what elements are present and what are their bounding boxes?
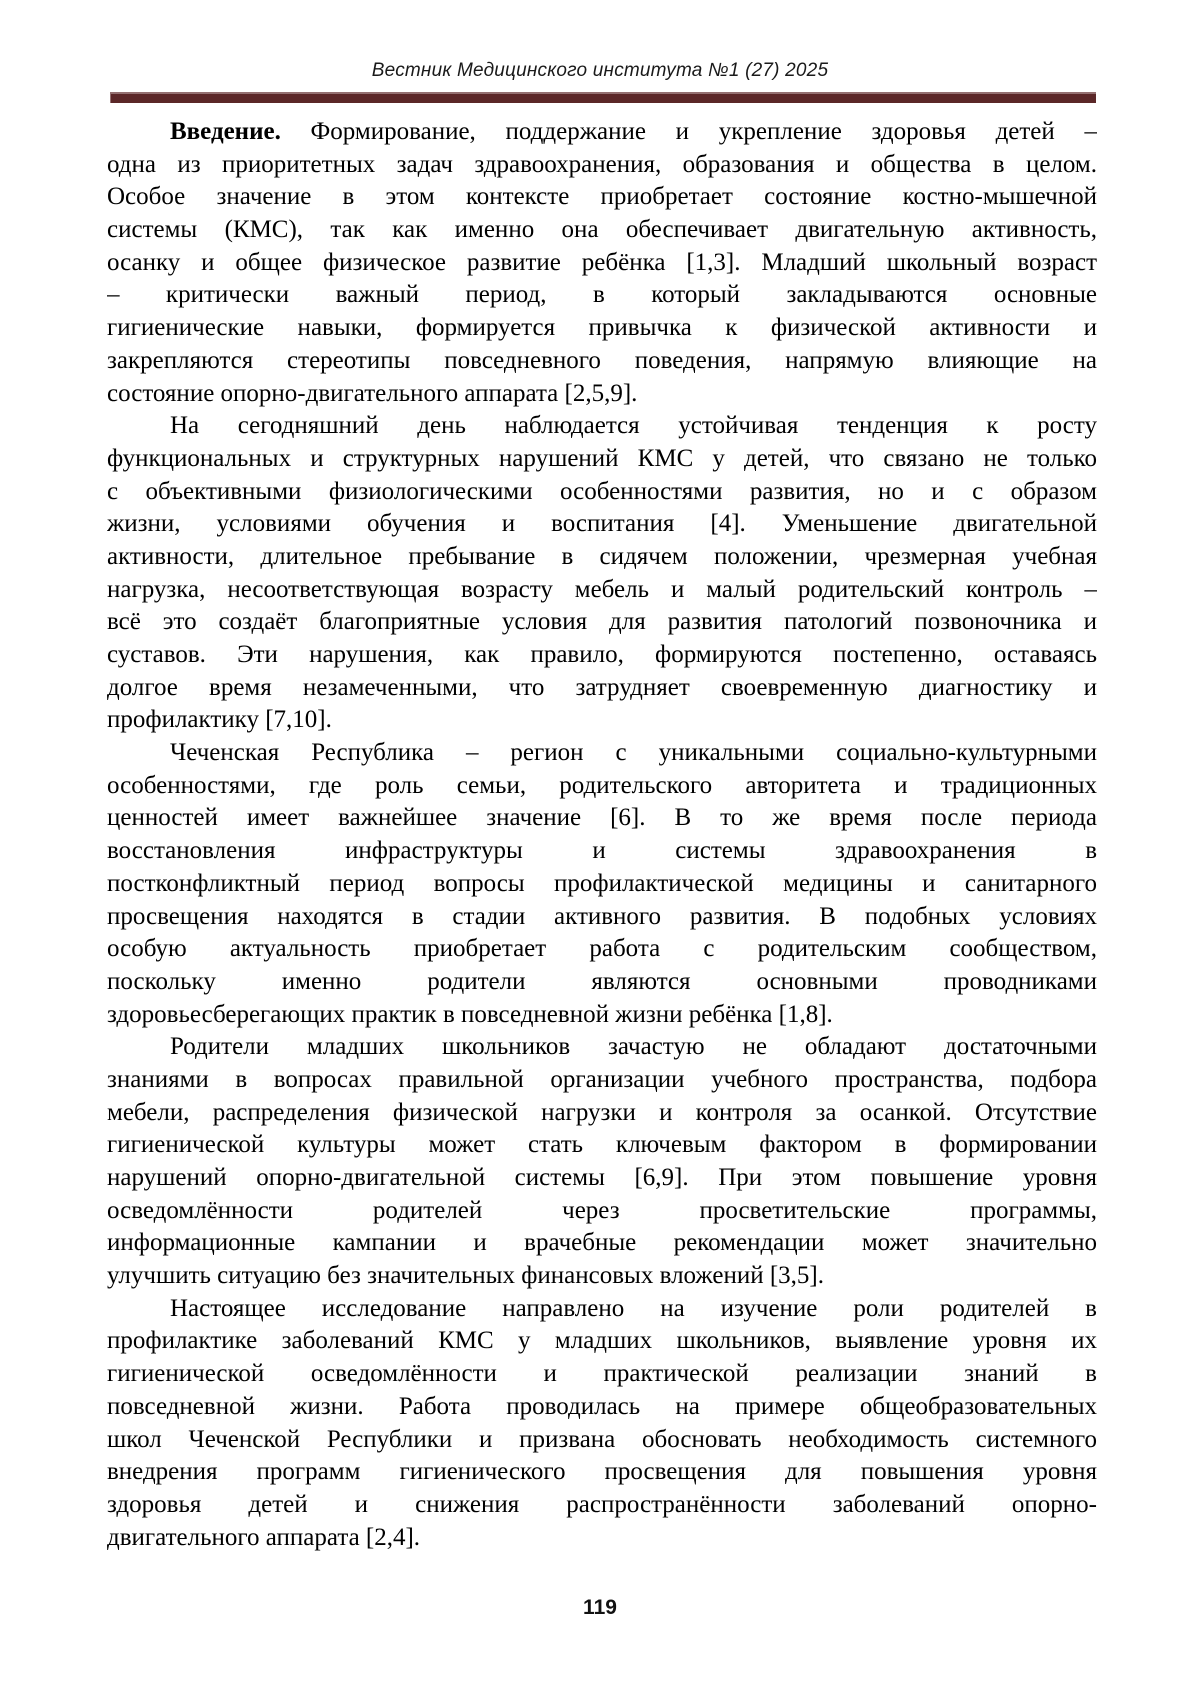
text-line: информационные кампании и врачебные рекомендации может значительно [107,1229,1097,1257]
text-line: суставов. Эти нарушения, как правило, формируются постепенно, оставаясь [107,641,1097,668]
text-line: активности, длительное пребывание в сидячем положении, чрезмерная учебная [107,542,1097,570]
text-line: гигиенические навыки, формируется привычка к физической активности и [107,314,1097,342]
text-line: жизни, условиями обучения и воспитания [4]. Уменьшение двигательной [107,510,1097,538]
text-line: Чеченская Республика – регион с уникальными социально-культурными [170,739,1097,767]
text-line: гигиенической культуры может стать ключевым фактором в формировании [107,1131,1097,1159]
text-line: На сегодняшний день наблюдается устойчивая тенденция к росту [170,412,1097,440]
article-body [107,116,1097,1554]
text-line: всё это создаёт благоприятные условия для развития патологий позвоночника и [107,608,1097,636]
text-line: осведомлённости родителей через просветительские программы, [107,1196,1097,1224]
text-line: особенностями, где роль семьи, родительского авторитета и традиционных [107,771,1097,799]
header-divider-rule [110,92,1096,103]
text-line: особую актуальность приобретает работа с родительским сообществом, [107,935,1097,963]
text-line: знаниями в вопросах правильной организации учебного пространства, подбора [107,1065,1097,1093]
text-line: Родители младших школьников зачастую не обладают достаточными [170,1033,1097,1061]
text-line: постконфликтный период вопросы профилактической медицины и санитарного [107,869,1097,897]
text-line: школ Чеченской Республики и призвана обосновать необходимость системного [107,1425,1097,1453]
text-line: нагрузка, несоответствующая возрасту мебель и малый родительский контроль – [107,575,1097,603]
text-line: Введение. Формирование, поддержание и укрепление здоровья детей – [170,118,1097,145]
text-line: с объективными физиологическими особенностями развития, но и с образом [107,477,1097,505]
text-line: нарушений опорно-двигательной системы [6,9]. При этом повышение уровня [107,1164,1097,1191]
text-line: здоровьесберегающих практик в повседневной жизни ребёнка [1,8]. [107,1000,833,1028]
text-line: профилактике заболеваний КМС у младших школьников, выявление уровня их [107,1327,1097,1355]
text-line: повседневной жизни. Работа проводилась на примере общеобразовательных [107,1392,1097,1420]
text-line: Настоящее исследование направлено на изучение роли родителей в [170,1294,1097,1322]
text-line: – критически важный период, в который закладываются основные [107,281,1097,309]
text-line: мебели, распределения физической нагрузки и контроля за осанкой. Отсутствие [107,1098,1097,1126]
text-line: поскольку именно родители являются основными проводниками [107,967,1097,995]
text-line: профилактику [7,10]. [107,706,332,734]
text-line: осанку и общее физическое развитие ребёнка [1,3]. Младший школьный возраст [107,248,1097,276]
text-line: одна из приоритетных задач здравоохранения, образования и общества в целом. [107,150,1097,178]
text-line: внедрения программ гигиенического просвещения для повышения уровня [107,1458,1097,1486]
text-line: состояние опорно-двигательного аппарата [2,5,9]. [107,379,638,407]
text-line: Особое значение в этом контексте приобретает состояние костно-мышечной [107,183,1097,211]
text-line: системы (КМС), так как именно она обеспечивает двигательную активность, [107,216,1097,244]
text-line: двигательного аппарата [2,4]. [107,1523,421,1551]
page-number: 119 [583,1596,617,1619]
text-line: восстановления инфраструктуры и системы здравоохранения в [107,837,1097,865]
text-line: функциональных и структурных нарушений КМС у детей, что связано не только [107,444,1097,472]
text-line: здоровья детей и снижения распространённости заболеваний опорно- [107,1490,1097,1518]
text-line: долгое время незамеченными, что затрудняет своевременную диагностику и [107,673,1097,701]
text-line: улучшить ситуацию без значительных финансовых вложений [3,5]. [107,1262,825,1290]
bold-run: Введение. [170,118,281,145]
text-line: гигиенической осведомлённости и практической реализации знаний в [107,1360,1097,1388]
journal-header-title: Вестник Медицинского института №1 (27) 2025 [371,60,829,81]
text-line: ценностей имеет важнейшее значение [6]. В то же время после периода [107,804,1097,832]
text-line: закрепляются стереотипы повседневного поведения, напрямую влияющие на [107,346,1097,374]
text-line: просвещения находятся в стадии активного развития. В подобных условиях [107,902,1097,930]
